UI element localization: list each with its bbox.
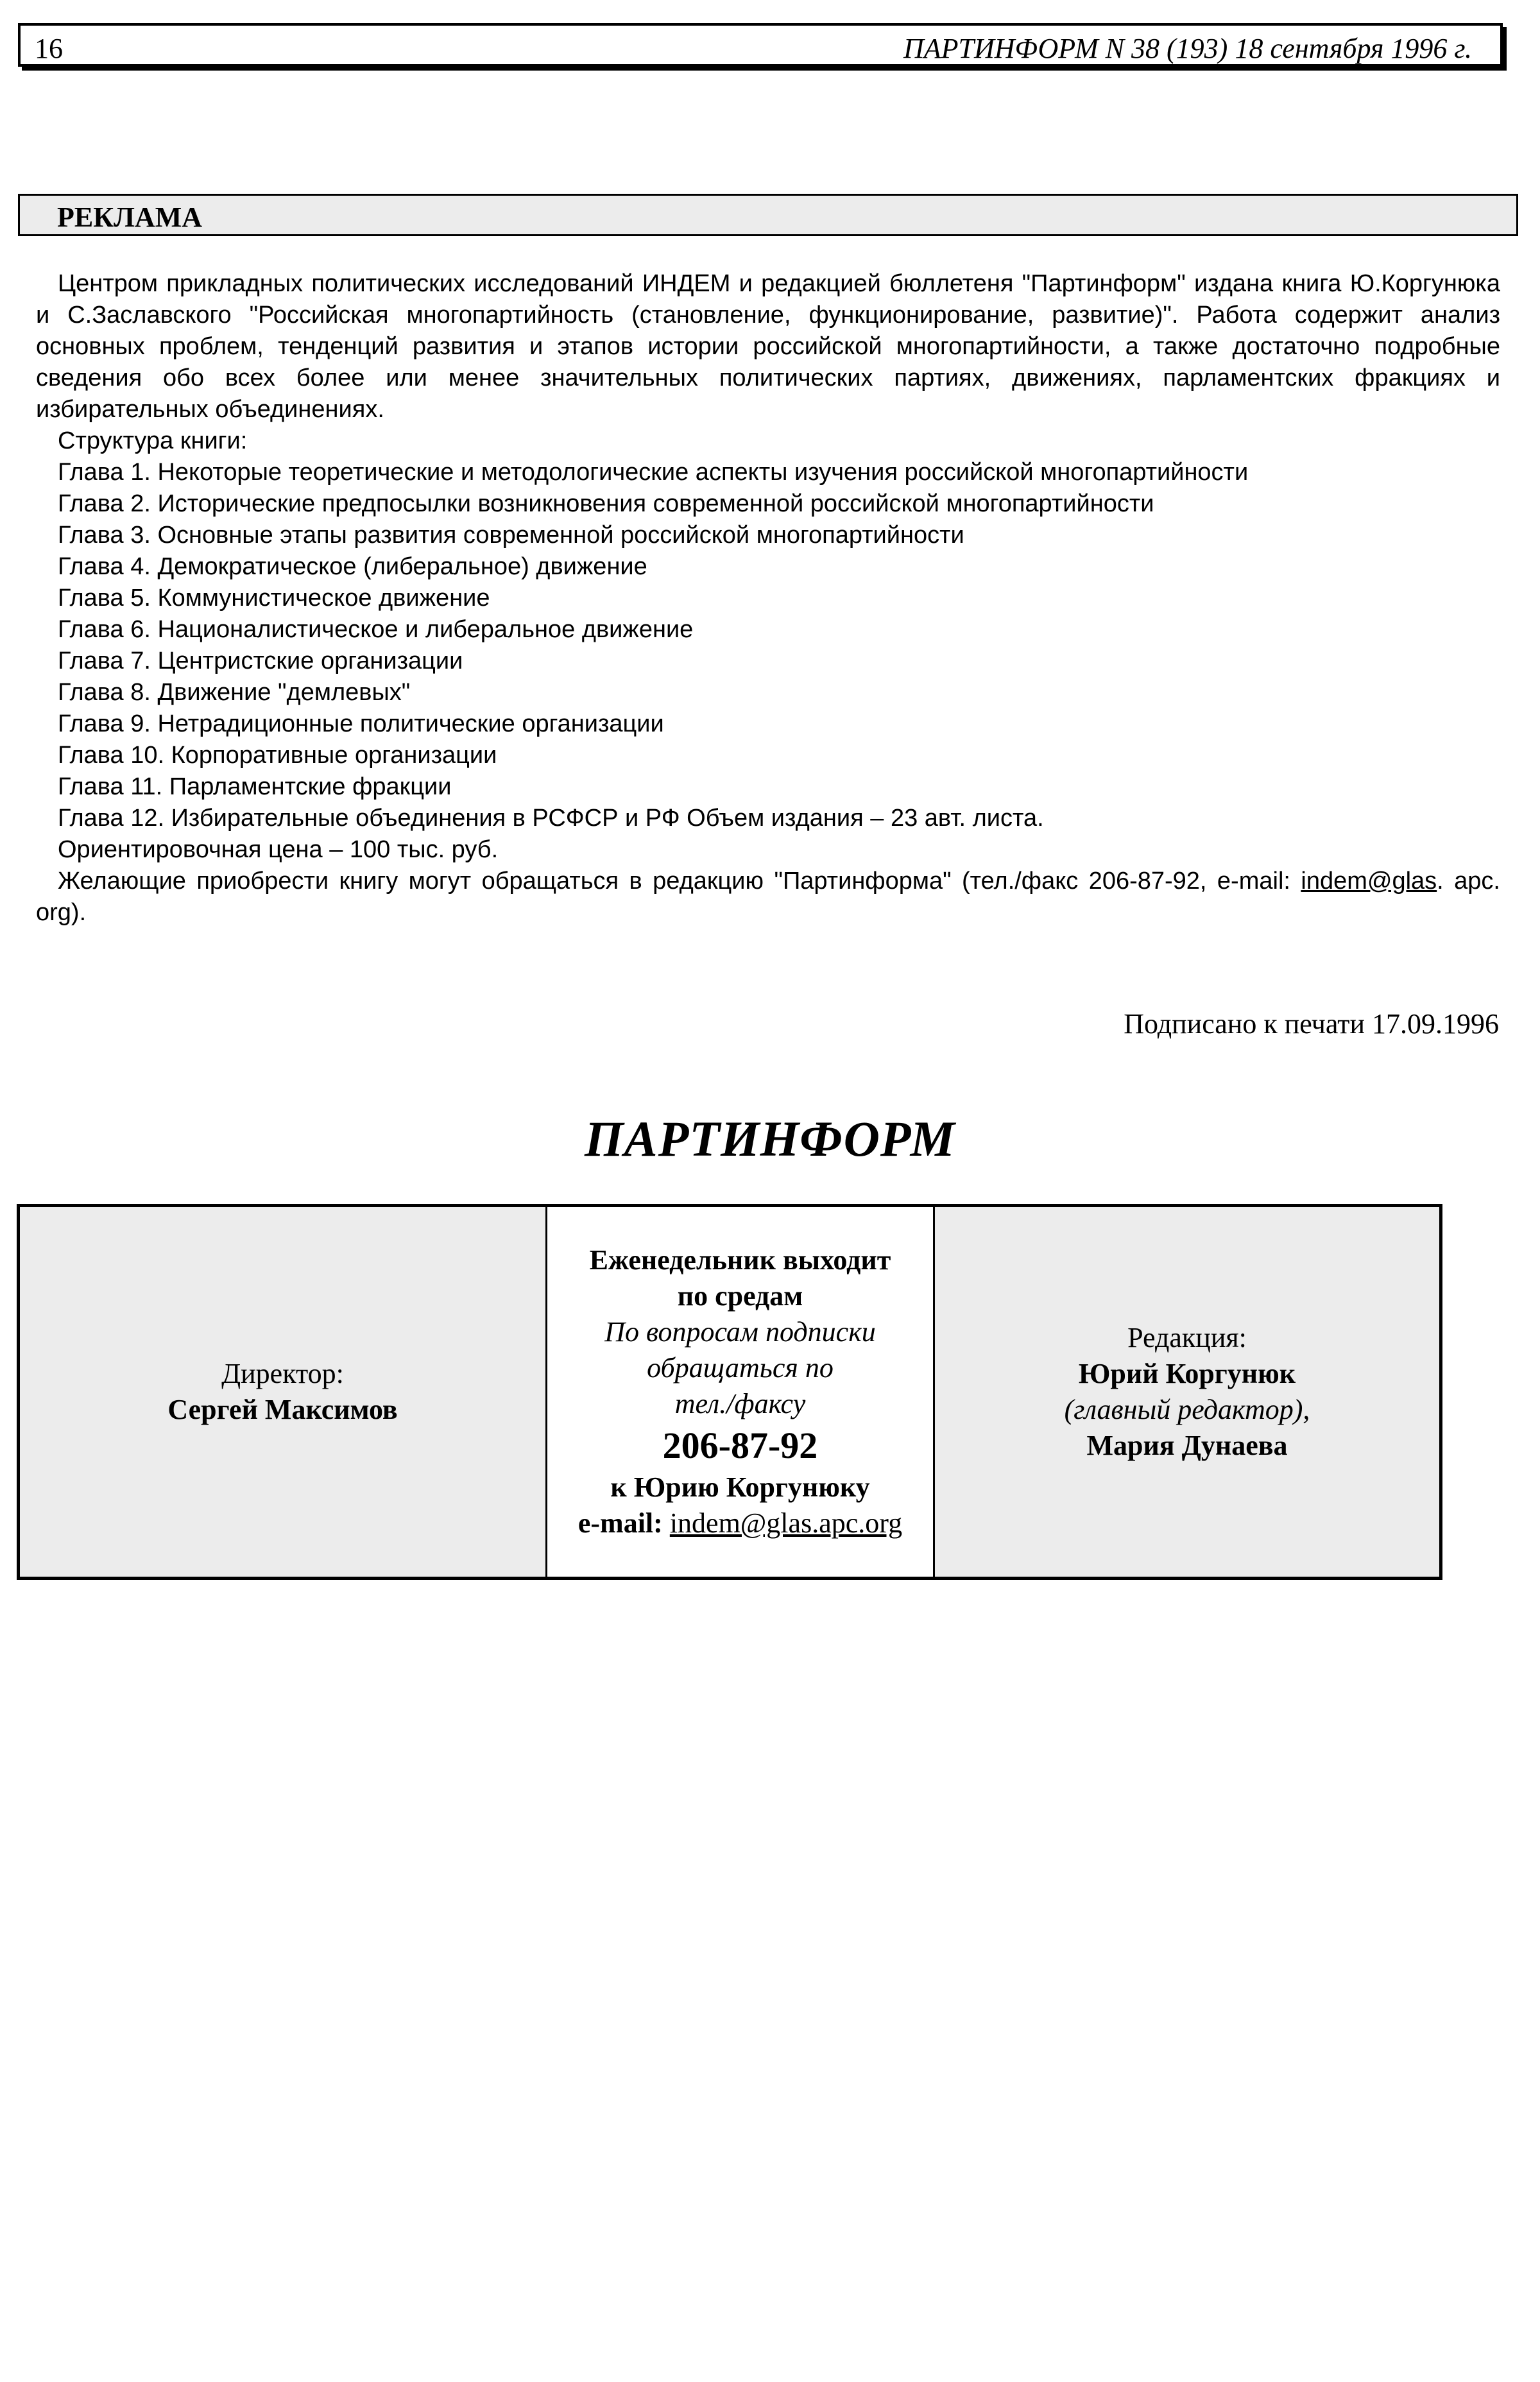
editor-role: (главный редактор), xyxy=(1064,1394,1310,1425)
structure-label: Структура книги: xyxy=(58,427,248,454)
page-header xyxy=(18,23,1503,67)
phone-number: 206-87-92 xyxy=(662,1425,818,1466)
chapter-item: Глава 6. Националистическое и либеральное движение xyxy=(58,616,694,643)
price-line: Ориентировочная цена – 100 тыс. руб. xyxy=(58,836,499,863)
chapter-item: Глава 4. Демократическое (либеральное) движение xyxy=(58,553,647,580)
director-name: Сергей Максимов xyxy=(167,1394,398,1425)
email-link[interactable]: indem@glas.apc.org xyxy=(669,1507,903,1539)
contact-email-link[interactable]: indem@glas xyxy=(1301,868,1437,895)
page-number: 16 xyxy=(35,33,63,64)
contact-text: Желающие приобрести книгу могут обращаться в редакцию "Партинформа" (тел./факс 206-87-92, e-mail: xyxy=(58,868,1301,895)
issue-title: ПАРТИНФОРМ N 38 (193) 18 сентября 1996 г. xyxy=(903,33,1472,64)
weekly-line2: по средам xyxy=(677,1280,803,1312)
chapter-item: Глава 1. Некоторые теоретические и методологические аспекты изучения российской многопартийности xyxy=(58,459,1249,486)
subscription-line1: По вопросам подписки xyxy=(604,1316,876,1348)
chapter-item: Глава 3. Основные этапы развития современной российской многопартийности xyxy=(58,522,964,549)
editor-name: Юрий Коргунюк xyxy=(1078,1358,1296,1389)
subscription-line3: тел./факсу xyxy=(674,1388,806,1419)
weekly-line1: Еженедельник выходит xyxy=(589,1244,891,1276)
email-row xyxy=(578,1505,902,1541)
contact-tail: . apc. org). xyxy=(36,868,1500,926)
chapter-item: Глава 8. Движение "демлевых" xyxy=(58,679,411,706)
section-header xyxy=(18,194,1518,236)
chapter-item: Глава 11. Парламентские фракции xyxy=(58,773,452,800)
second-editor-name: Мария Дунаева xyxy=(1086,1430,1288,1461)
article-body xyxy=(36,268,1500,929)
email-label: e-mail: xyxy=(578,1507,663,1539)
chapter-item: Глава 2. Исторические предпосылки возникновения современной российской многопартийности xyxy=(58,490,1154,517)
masthead-title: ПАРТИНФОРМ xyxy=(585,1111,955,1167)
editorial-label: Редакция: xyxy=(1127,1322,1247,1353)
director-label: Директор: xyxy=(221,1358,344,1389)
editorial-cell xyxy=(935,1207,1439,1577)
imprint-table xyxy=(17,1204,1442,1580)
chapter-item: Глава 5. Коммунистическое движение xyxy=(58,585,490,612)
section-title: РЕКЛАМА xyxy=(57,201,202,233)
subscription-line2: обращаться по xyxy=(647,1352,834,1384)
director-cell xyxy=(20,1207,547,1577)
signed-date: Подписано к печати 17.09.1996 xyxy=(1124,1008,1499,1040)
chapter-item: Глава 9. Нетрадиционные политические организации xyxy=(58,710,664,737)
intro-paragraph: Центром прикладных политических исследований ИНДЕМ и редакцией бюллетеня "Партинформ" издана книга Ю.Коргунюка и С.Заславского "Российская многопартийность (становление, функционирование, развитие)". Работа содержит анализ основных проблем, тенденций развития и этапов истории российской многопартийности, а также достаточно подробные сведения обо всех более или менее значительных политических партиях, движениях, парламентских фракциях и избирательных объединениях. xyxy=(36,270,1500,423)
contact-paragraph xyxy=(36,866,1500,929)
contact-person: к Юрию Коргунюку xyxy=(610,1471,870,1503)
chapter-item: Глава 7. Центристские организации xyxy=(58,647,463,674)
chapter-item: Глава 12. Избирательные объединения в РСФСР и РФ Объем издания – 23 авт. листа. xyxy=(58,805,1044,832)
publication-cell xyxy=(547,1207,935,1577)
chapter-item: Глава 10. Корпоративные организации xyxy=(58,742,497,769)
